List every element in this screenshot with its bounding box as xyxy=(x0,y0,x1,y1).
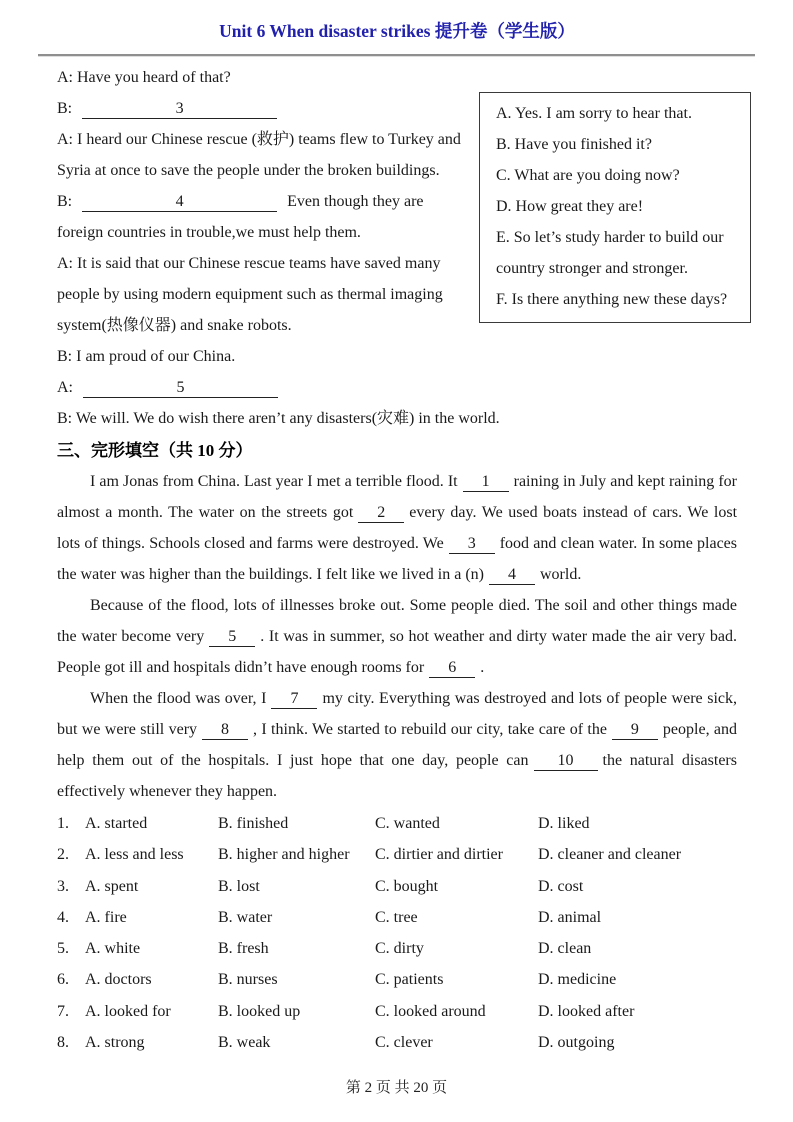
cloze-blank-7: 7 xyxy=(271,689,317,709)
question-row-4 xyxy=(57,902,737,933)
cloze-text: world. xyxy=(539,566,582,583)
cloze-paragraph-3 xyxy=(57,683,737,807)
question-row-7 xyxy=(57,996,737,1027)
cloze-paragraph-1 xyxy=(57,466,737,590)
question-number: 1. xyxy=(57,815,69,832)
cloze-text: . xyxy=(480,659,485,676)
page-footer: 第 2 页 共 20 页 xyxy=(345,1080,448,1096)
cloze-text: . It was in summer, so hot weather and dirty water made the air very bad. People got ill and hospitals didn’t have enough rooms for xyxy=(57,628,738,676)
option-a: A. white xyxy=(85,940,141,958)
blank-underline-4 xyxy=(82,192,277,212)
cloze-questions xyxy=(57,808,737,1058)
cloze-text: raining in July and kept raining for almost a month. The water on the streets got xyxy=(57,473,738,521)
cloze-text: I am Jonas from China. Last year I met a terrible flood. It xyxy=(90,473,458,490)
dialogue-line xyxy=(57,372,737,403)
dialogue-text: A: Have you heard of that? xyxy=(57,69,231,86)
cloze-blank-10: 10 xyxy=(534,751,598,771)
option-c: C. dirtier and dirtier xyxy=(375,846,503,864)
option-d: D. cleaner and cleaner xyxy=(538,846,682,864)
cloze-blank-5: 5 xyxy=(209,627,255,647)
section-heading-cloze: 三、完形填空（共 10 分） xyxy=(57,441,253,460)
option-a: A. fire xyxy=(85,908,127,926)
option-c: C. tree xyxy=(375,908,418,926)
cloze-text: food and clean water. In some places the water was higher than the buildings. I felt like we lived in a (n) xyxy=(57,535,738,583)
cloze-blank-3: 3 xyxy=(449,534,495,554)
option-d: D. clean xyxy=(538,940,592,958)
answer-options-box xyxy=(479,92,751,323)
option-b: B. water xyxy=(218,908,273,926)
answer-option-e: E. So let’s study harder to build our country stronger and stronger. xyxy=(496,229,724,277)
cloze-blank-8: 8 xyxy=(202,720,248,740)
question-row-8 xyxy=(57,1027,737,1058)
option-b: B. weak xyxy=(218,1034,271,1052)
question-row-6 xyxy=(57,964,737,995)
dialogue-line xyxy=(57,62,737,93)
option-a: A. less and less xyxy=(85,846,184,864)
option-b: B. lost xyxy=(218,877,260,895)
speaker-label: A: xyxy=(57,379,77,396)
option-c: C. clever xyxy=(375,1034,433,1052)
page-title: Unit 6 When disaster strikes 提升卷（学生版） xyxy=(219,21,575,41)
option-b: B. nurses xyxy=(218,971,278,989)
answer-option-a: A. Yes. I am sorry to hear that. xyxy=(496,105,692,122)
cloze-text: Because of the flood, lots of illnesses broke out. Some people died. The soil and other things made the water become very xyxy=(57,597,737,645)
dialogue-text: B: We will. We do wish there aren’t any disasters(灾难) in the world. xyxy=(57,410,500,427)
cloze-text: people, and help them out of the hospitals. I just hope that one day, people can xyxy=(57,721,738,769)
answer-option-f: F. Is there anything new these days? xyxy=(496,291,728,308)
question-row-1 xyxy=(57,808,737,839)
dialogue-text: A: It is said that our Chinese rescue teams have saved many people by using modern equipment such as thermal imaging system(热像仪器) and snake robots. xyxy=(57,255,443,334)
dialogue-line xyxy=(57,403,737,434)
option-d: D. looked after xyxy=(538,1002,635,1020)
question-number: 4. xyxy=(57,908,69,926)
cloze-blank-4: 4 xyxy=(489,565,535,585)
option-c: C. patients xyxy=(375,971,444,989)
cloze-text: the natural disasters effectively whenever they happen. xyxy=(57,752,737,800)
question-number: 8. xyxy=(57,1034,69,1052)
option-b: B. fresh xyxy=(218,940,269,958)
question-row-2 xyxy=(57,839,737,870)
dialogue-text: B: I am proud of our China. xyxy=(57,348,236,365)
cloze-blank-2: 2 xyxy=(358,503,404,523)
blank-underline-3 xyxy=(82,99,277,119)
option-a: A. started xyxy=(85,815,148,832)
question-number: 5. xyxy=(57,940,69,958)
blank-underline-5 xyxy=(83,378,278,398)
cloze-paragraph-2 xyxy=(57,590,737,683)
speaker-label: B: xyxy=(57,193,77,210)
option-c: C. wanted xyxy=(375,815,440,832)
cloze-blank-1: 1 xyxy=(463,472,509,492)
question-number: 3. xyxy=(57,877,69,895)
question-row-3 xyxy=(57,871,737,902)
header-divider xyxy=(38,54,755,57)
answer-option-d: D. How great they are! xyxy=(496,198,644,215)
cloze-blank-6: 6 xyxy=(429,658,475,678)
cloze-text: every day. We used boats instead of cars. We lost lots of things. Schools closed and farms were destroyed. We xyxy=(57,504,738,552)
option-d: D. liked xyxy=(538,815,590,832)
option-a: A. doctors xyxy=(85,971,152,989)
blank-number: 5 xyxy=(176,379,185,396)
speaker-label: B: xyxy=(57,100,77,117)
dialogue-text: Even though they are foreign countries in trouble,we must help them. xyxy=(57,193,424,241)
option-a: A. looked for xyxy=(85,1002,171,1020)
answer-option-b: B. Have you finished it? xyxy=(496,136,652,153)
option-c: C. dirty xyxy=(375,940,424,958)
blank-number: 4 xyxy=(175,193,184,210)
blank-number: 3 xyxy=(175,100,184,117)
option-d: D. outgoing xyxy=(538,1034,615,1052)
option-c: C. bought xyxy=(375,877,439,895)
option-d: D. animal xyxy=(538,908,602,926)
option-c: C. looked around xyxy=(375,1002,486,1020)
answer-option-c: C. What are you doing now? xyxy=(496,167,680,184)
cloze-text: my city. Everything was destroyed and lots of people were sick, but we were still very xyxy=(57,690,737,738)
option-b: B. looked up xyxy=(218,1002,301,1020)
option-a: A. spent xyxy=(85,877,139,895)
cloze-blank-9: 9 xyxy=(612,720,658,740)
cloze-passage xyxy=(57,466,737,807)
question-number: 2. xyxy=(57,846,69,864)
question-row-5 xyxy=(57,933,737,964)
dialogue-section xyxy=(57,62,737,434)
option-d: D. cost xyxy=(538,877,584,895)
cloze-text: When the flood was over, I xyxy=(90,690,267,707)
option-b: B. higher and higher xyxy=(218,846,350,864)
question-number: 7. xyxy=(57,1002,69,1020)
dialogue-text: A: I heard our Chinese rescue (救护) teams flew to Turkey and Syria at once to save the people under the broken buildings. xyxy=(57,131,461,179)
option-d: D. medicine xyxy=(538,971,617,989)
option-a: A. strong xyxy=(85,1034,145,1052)
cloze-text: , I think. We started to rebuild our city, take care of the xyxy=(253,721,607,738)
question-number: 6. xyxy=(57,971,69,989)
dialogue-line xyxy=(57,341,737,372)
option-b: B. finished xyxy=(218,815,289,832)
